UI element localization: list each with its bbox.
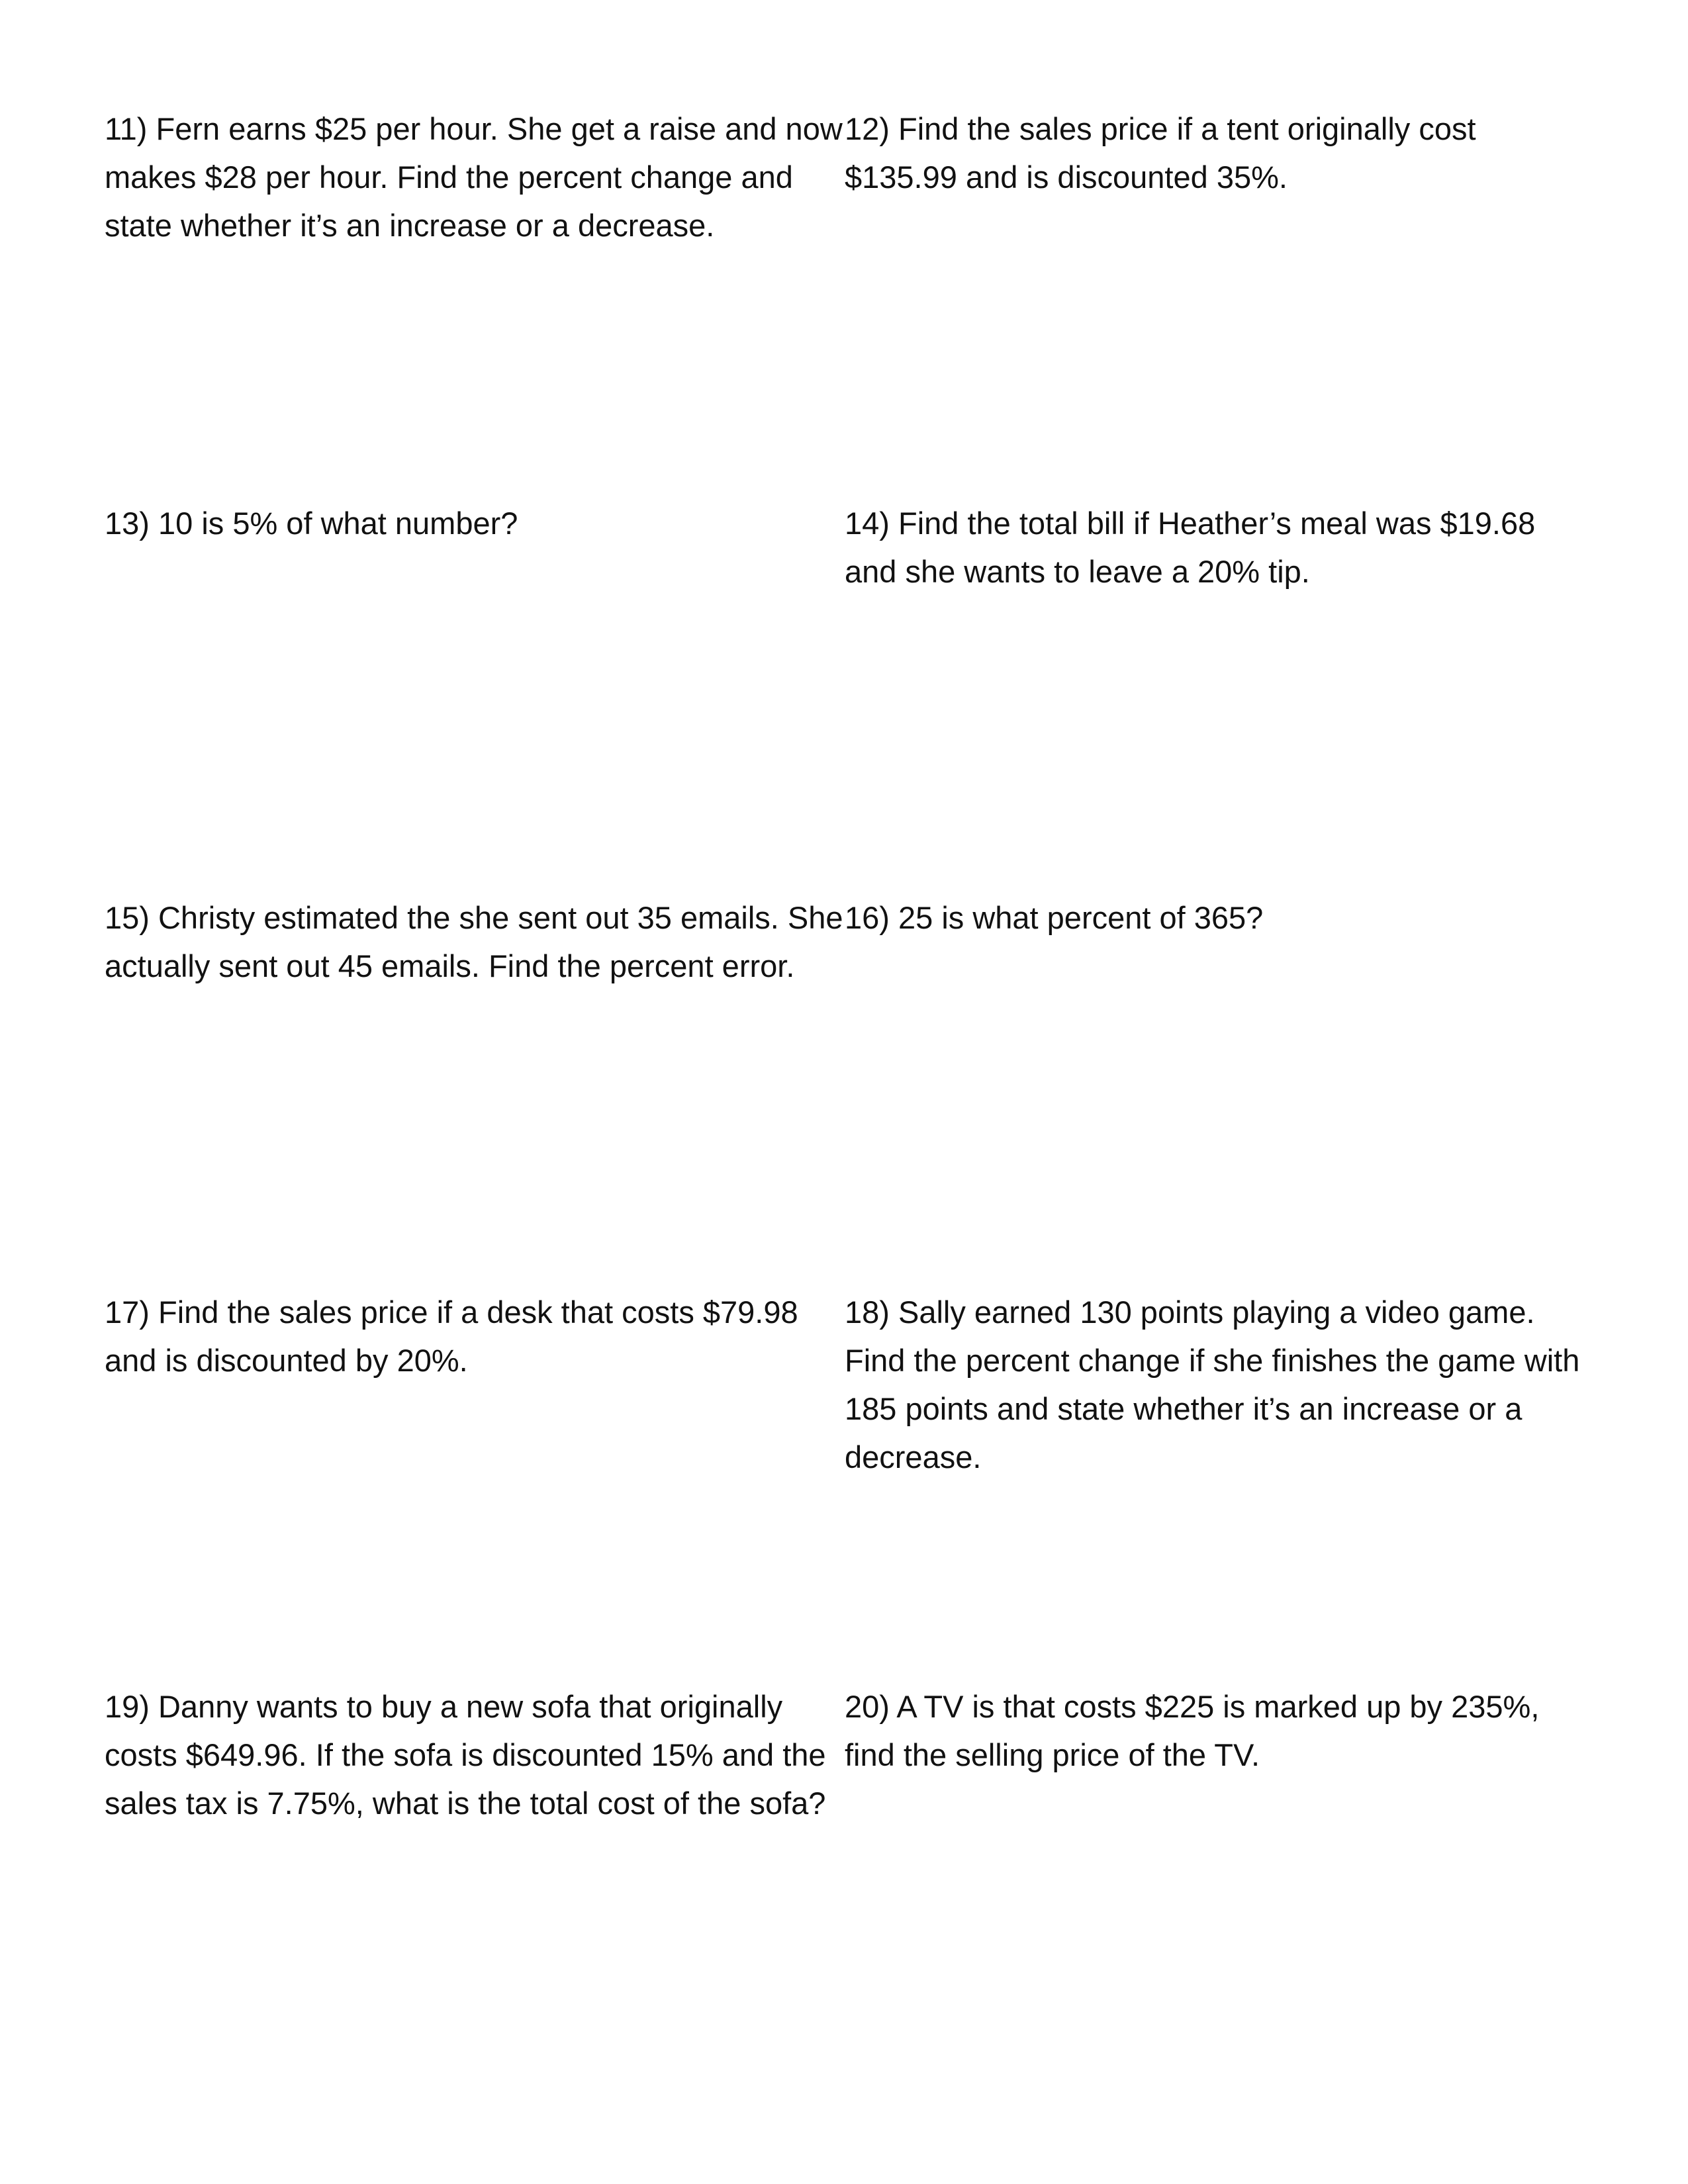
problem-15-line-1: 15) Christy estimated the she sent out 35 emails. She <box>105 900 843 935</box>
problem-17-line-2: and is discounted by 20%. <box>105 1343 468 1378</box>
problem-14-line-1: 14) Find the total bill if Heather’s meal was $19.68 <box>845 506 1536 541</box>
problem-11-line-1: 11) Fern earns $25 per hour. She get a raise and now <box>105 111 843 146</box>
problem-14 <box>845 499 1535 596</box>
problem-19-line-1: 19) Danny wants to buy a new sofa that originally <box>105 1689 783 1724</box>
problem-16-line-1: 16) 25 is what percent of 365? <box>845 900 1264 935</box>
problem-20-line-2: find the selling price of the TV. <box>845 1737 1260 1772</box>
problem-18-line-1: 18) Sally earned 130 points playing a video game. <box>845 1295 1535 1330</box>
problem-20-line-1: 20) A TV is that costs $225 is marked up by 235%, <box>845 1689 1540 1724</box>
problem-12 <box>845 105 1476 201</box>
problem-16 <box>845 893 1263 942</box>
problem-13 <box>105 499 518 547</box>
problem-18 <box>845 1288 1579 1481</box>
problem-17 <box>105 1288 798 1385</box>
problem-13-line-1: 13) 10 is 5% of what number? <box>105 506 518 541</box>
problem-19-line-3: sales tax is 7.75%, what is the total cost of the sofa? <box>105 1786 826 1821</box>
problem-11-line-3: state whether it’s an increase or a decrease. <box>105 208 715 243</box>
problem-20 <box>845 1682 1539 1779</box>
problem-15-line-2: actually sent out 45 emails. Find the percent error. <box>105 948 795 983</box>
problem-18-line-2: Find the percent change if she finishes the game with <box>845 1343 1580 1378</box>
problem-18-line-3: 185 points and state whether it’s an increase or a <box>845 1391 1523 1426</box>
problem-11-line-2: makes $28 per hour. Find the percent change and <box>105 159 793 195</box>
problem-14-line-2: and she wants to leave a 20% tip. <box>845 554 1310 589</box>
problem-11 <box>105 105 843 250</box>
problem-19-line-2: costs $649.96. If the sofa is discounted 15% and the <box>105 1737 826 1772</box>
problem-17-line-1: 17) Find the sales price if a desk that costs $79.98 <box>105 1295 798 1330</box>
problem-18-line-4: decrease. <box>845 1439 982 1475</box>
problem-19 <box>105 1682 826 1827</box>
problem-12-line-1: 12) Find the sales price if a tent originally cost <box>845 111 1476 146</box>
problem-12-line-2: $135.99 and is discounted 35%. <box>845 159 1288 195</box>
problem-15 <box>105 893 843 990</box>
